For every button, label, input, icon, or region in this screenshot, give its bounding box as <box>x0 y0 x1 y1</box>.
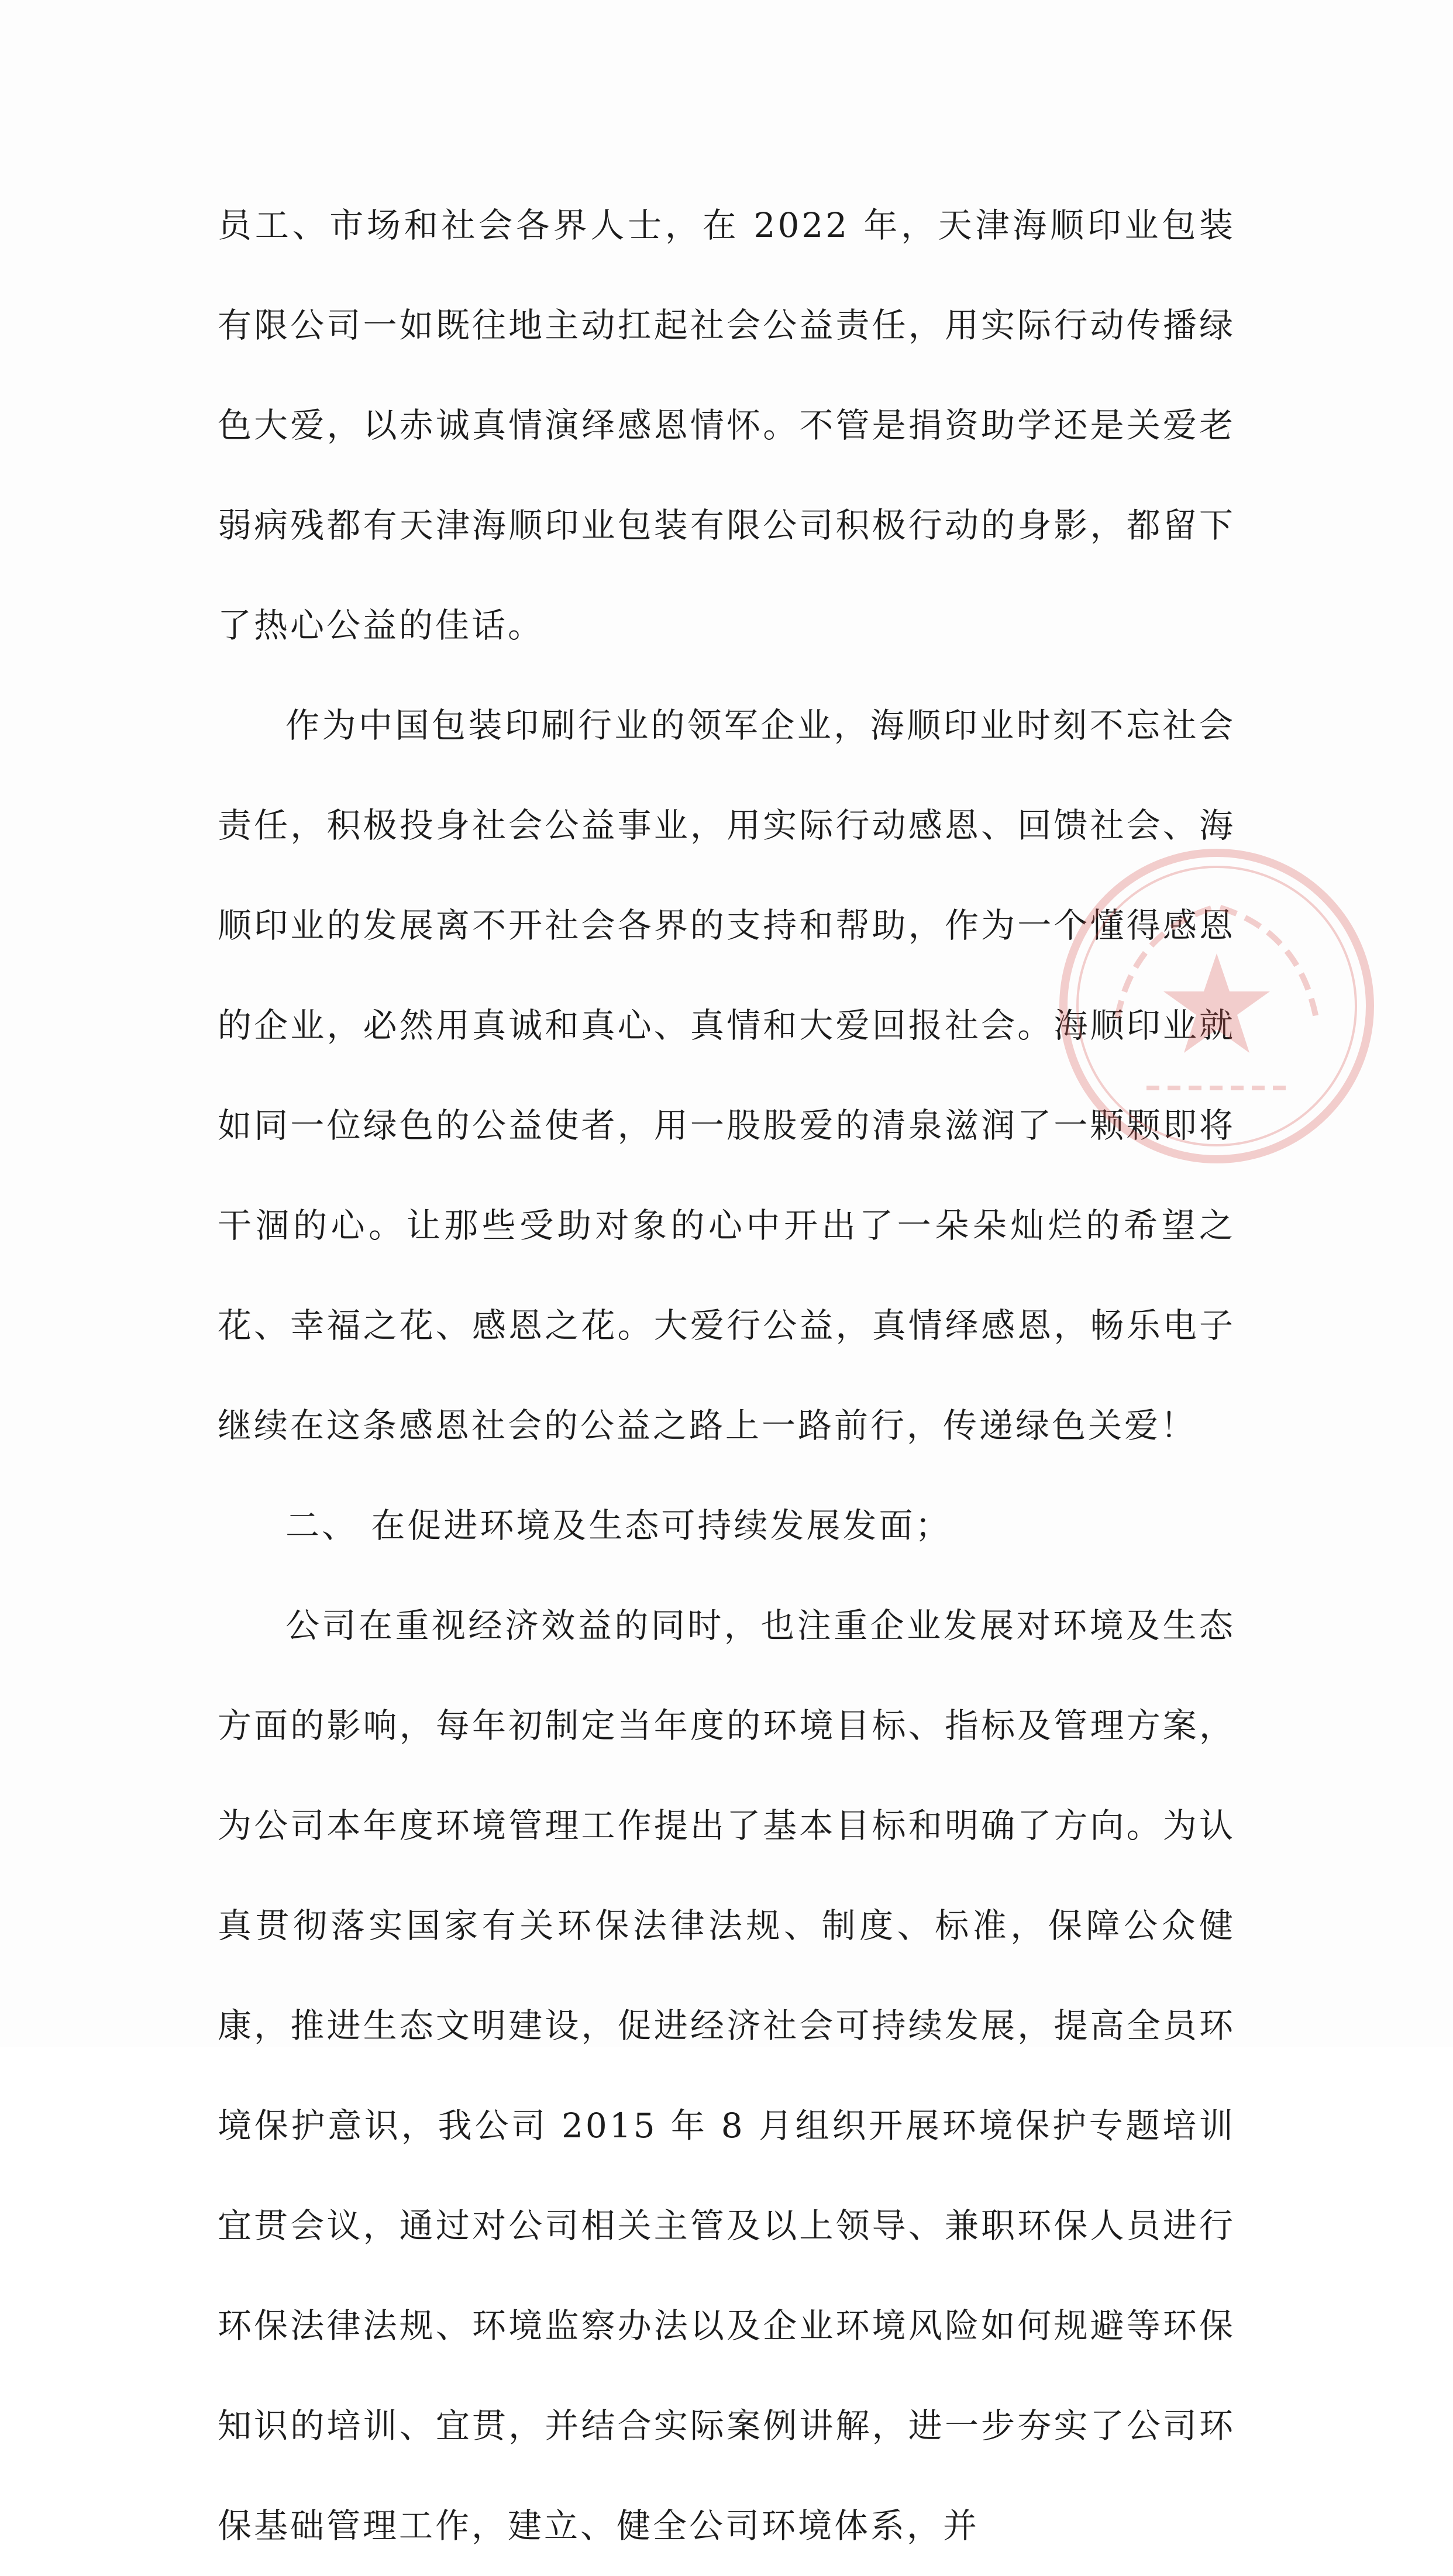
paragraph-continuation: 员工、市场和社会各界人士，在 2022 年，天津海顺印业包装有限公司一如既往地主动扛起社会公益责任，用实际行动传播绿色大爱，以赤诚真情演绎感恩情怀。不管是捐资助学还是关爱老弱病残都有天津海顺印业包装有限公司积极行动的身影，都留下了热心公益的佳话。 <box>218 205 1235 645</box>
paragraph-csr-leadership: 作为中国包装印刷行业的领军企业，海顺印业时刻不忘社会责任，积极投身社会公益事业，用实际行动感恩、回馈社会、海顺印业的发展离不开社会各界的支持和帮助，作为一个懂得感恩的企业，必然用真诚和真心、真情和大爱回报社会。海顺印业就如同一位绿色的公益使者，用一股股爱的清泉滋润了一颗颗即将干涸的心。让那些受助对象的心中开出了一朵朵灿烂的希望之花、幸福之花、感恩之花。大爱行公益，真情绎感恩，畅乐电子继续在这条感恩社会的公益之路上一路前行，传递绿色关爱！ <box>218 705 1235 1445</box>
section-heading-environment: 二、 在促进环境及生态可持续发展发面； <box>285 1506 952 1545</box>
document-body <box>218 175 1235 2576</box>
paragraph-environment: 公司在重视经济效益的同时，也注重企业发展对环境及生态方面的影响，每年初制定当年度的环境目标、指标及管理方案，为公司本年度环境管理工作提出了基本目标和明确了方向。为认真贯彻落实国家有关环保法律法规、制度、标准，保障公众健康，推进生态文明建设，促进经济社会可持续发展，提高全员环境保护意识，我公司 2015 年 8 月组织开展环境保护专题培训宜贯会议，通过对公司相关主管及以上领导、兼职环保人员进行环保法律法规、环境监察办法以及企业环境风险如何规避等环保知识的培训、宜贯，并结合实际案例讲解，进一步夯实了公司环保基础管理工作，建立、健全公司环境体系，并 <box>218 1606 1235 2546</box>
